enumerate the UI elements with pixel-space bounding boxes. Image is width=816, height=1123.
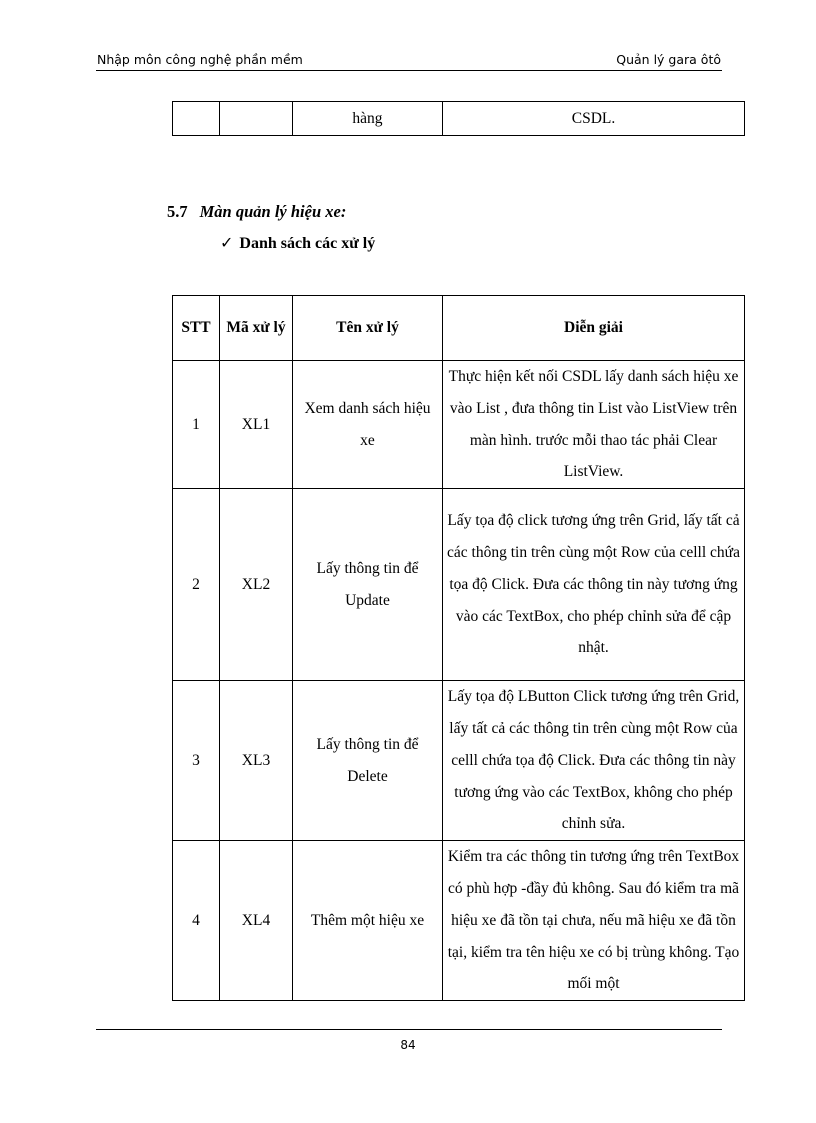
footer-rule bbox=[96, 1029, 722, 1030]
section-title: Màn quản lý hiệu xe: bbox=[199, 202, 347, 221]
header-project-title: Quản lý gara ôtô bbox=[616, 52, 721, 67]
table-row bbox=[173, 489, 745, 681]
row-name: Xem danh sách hiệu xe bbox=[293, 361, 443, 489]
row-stt: 3 bbox=[173, 681, 220, 841]
row-code: XL2 bbox=[220, 489, 293, 681]
row-stt: 1 bbox=[173, 361, 220, 489]
row-name: Thêm một hiệu xe bbox=[293, 841, 443, 1001]
table-cell bbox=[220, 102, 293, 136]
row-name: Lấy thông tin để Delete bbox=[293, 681, 443, 841]
header-doc-title: Nhập môn công nghệ phần mềm bbox=[97, 52, 303, 67]
header-name: Tên xử lý bbox=[293, 296, 443, 361]
row-code: XL1 bbox=[220, 361, 293, 489]
row-stt: 2 bbox=[173, 489, 220, 681]
row-stt: 4 bbox=[173, 841, 220, 1001]
row-name: Lấy thông tin để Update bbox=[293, 489, 443, 681]
subheading-text: Danh sách các xử lý bbox=[239, 235, 376, 252]
row-description: Kiểm tra các thông tin tương ứng trên TextBox có phù hợp -đầy đủ không. Sau đó kiểm tra mã hiệu xe đã tồn tại chưa, nếu mã hiệu xe đã tồn tại, kiểm tra tên hiệu xe có bị trùng không. Tạo mối một bbox=[443, 841, 745, 1001]
row-code: XL4 bbox=[220, 841, 293, 1001]
table-cell: CSDL. bbox=[443, 102, 745, 136]
header-description: Diễn giải bbox=[443, 296, 745, 361]
checkmark-icon: ✓ bbox=[220, 235, 234, 252]
process-table bbox=[172, 295, 745, 1001]
table-row bbox=[173, 102, 745, 136]
table-row bbox=[173, 681, 745, 841]
table-cell: hàng bbox=[293, 102, 443, 136]
continued-table bbox=[172, 101, 745, 136]
header-rule bbox=[96, 70, 722, 71]
row-description: Lấy tọa độ click tương ứng trên Grid, lấy tất cả các thông tin trên cùng một Row của celll chứa tọa độ Click. Đưa các thông tin này tương ứng vào các TextBox, cho phép chỉnh sửa để cập nhật. bbox=[443, 489, 745, 681]
row-code: XL3 bbox=[220, 681, 293, 841]
table-row bbox=[173, 361, 745, 489]
section-heading bbox=[167, 202, 346, 222]
row-description: Thực hiện kết nối CSDL lấy danh sách hiệu xe vào List , đưa thông tin List vào ListView trên màn hình. trước mỗi thao tác phải Clear ListView. bbox=[443, 361, 745, 489]
table-cell bbox=[173, 102, 220, 136]
subheading bbox=[220, 233, 375, 253]
page-number: 84 bbox=[400, 1038, 416, 1052]
table-row bbox=[173, 841, 745, 1001]
row-description: Lấy tọa độ LButton Click tương ứng trên Grid, lấy tất cả các thông tin trên cùng một Row của celll chứa tọa độ Click. Đưa các thông tin này tương ứng vào các TextBox, không cho phép chỉnh sửa. bbox=[443, 681, 745, 841]
header-code: Mã xử lý bbox=[220, 296, 293, 361]
section-number: 5.7 bbox=[167, 202, 188, 221]
table-header-row bbox=[173, 296, 745, 361]
header-stt: STT bbox=[173, 296, 220, 361]
